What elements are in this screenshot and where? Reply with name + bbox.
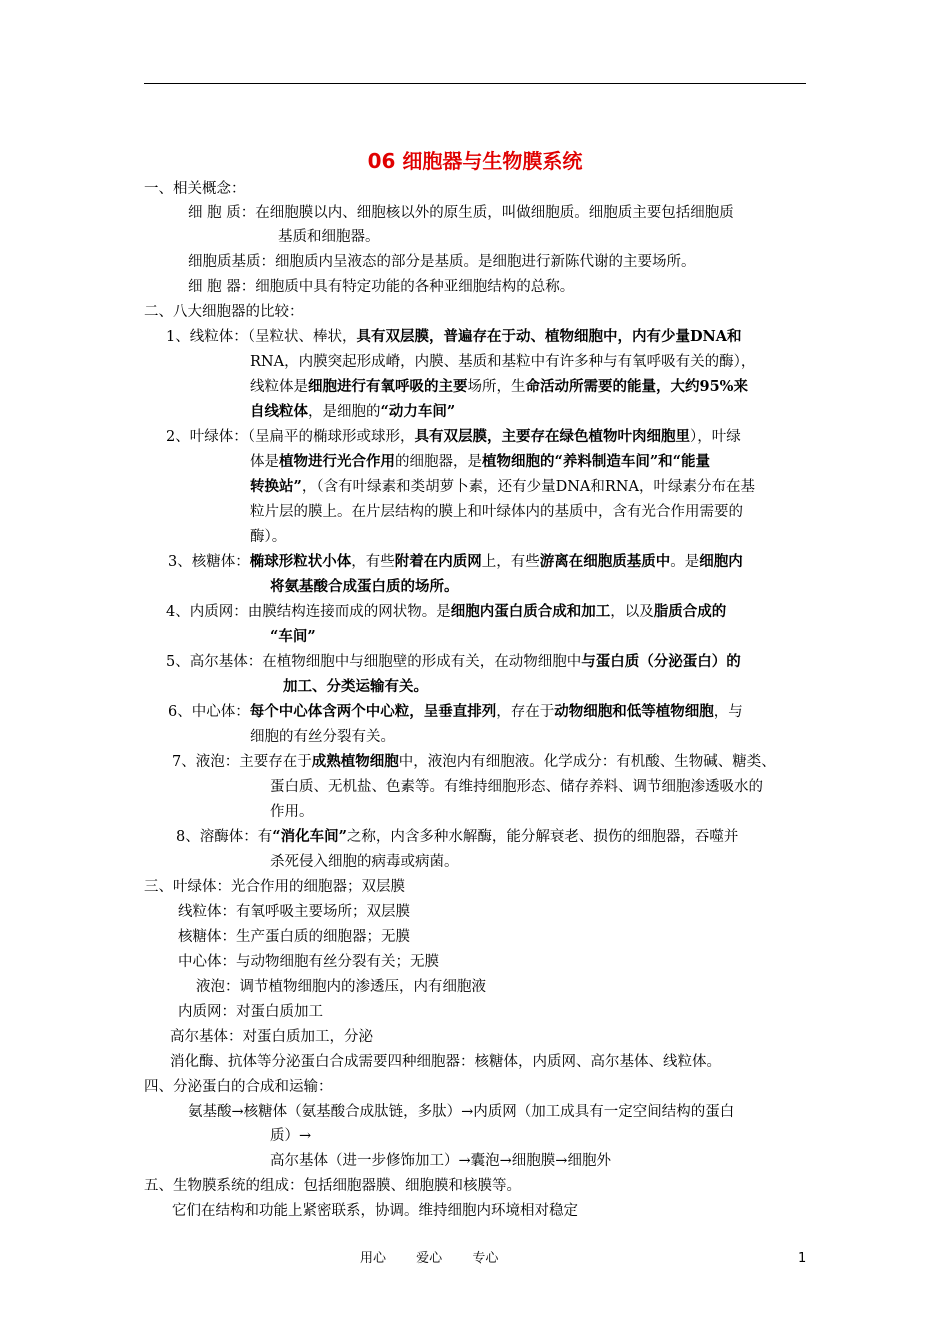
section-2-heading: 二、八大细胞器的比较： [144, 304, 304, 320]
page-number: 1 [798, 1251, 807, 1266]
chloroplast-line-3: 转换站”，（含有叶绿素和类胡萝卜素，还有少量DNA和RNA，叶绿素分布在基 [250, 478, 755, 495]
pathway-line-2: 质）→ [270, 1128, 312, 1144]
summary-mitochondria: 线粒体：有氧呼吸主要场所；双层膜 [178, 904, 410, 920]
ribosome-line-1: 3、核糖体：椭球形粒状小体，有些附着在内质网上，有些游离在细胞质基质中。是细胞内 [168, 553, 743, 570]
centrosome-line-2: 细胞的有丝分裂有关。 [250, 729, 395, 745]
lysosome-line-2: 杀死侵入细胞的病毒或病菌。 [270, 854, 459, 870]
summary-er: 内质网：对蛋白质加工 [178, 1004, 323, 1020]
vacuole-line-2: 蛋白质、无机盐、色素等。有维持细胞形态、储存养料、调节细胞渗透吸水的 [270, 779, 763, 795]
ribosome-line-2: 将氨基酸合成蛋白质的场所。 [270, 578, 459, 595]
pathway-line-3: 高尔基体（进一步修饰加工）→囊泡→细胞膜→细胞外 [270, 1153, 611, 1169]
summary-vacuole: 液泡：调节植物细胞内的渗透压，内有细胞液 [196, 979, 486, 995]
section-5-heading: 五、生物膜系统的组成：包括细胞器膜、细胞膜和核膜等。 [144, 1178, 521, 1194]
vacuole-line-3: 作用。 [270, 804, 314, 820]
summary-secretory-note: 消化酶、抗体等分泌蛋白合成需要四种细胞器：核糖体，内质网、高尔基体、线粒体。 [170, 1054, 721, 1070]
footer-text-2: 爱心 [416, 1251, 443, 1266]
summary-ribosome: 核糖体：生产蛋白质的细胞器；无膜 [178, 929, 410, 945]
vacuole-line-1: 7、液泡：主要存在于成熟植物细胞中，液泡内有细胞液。化学成分：有机酸、生物碱、糖类、 [172, 753, 776, 770]
er-line-2: “车间” [270, 628, 316, 645]
organelle-definition: 细 胞 器：细胞质中具有特定功能的各种亚细胞结构的总称。 [188, 279, 575, 295]
page-title: 06 细胞器与生物膜系统 [367, 149, 583, 173]
footer-text-1: 用心 [360, 1251, 387, 1266]
mitochondria-line-2: RNA，内膜突起形成嵴，内膜、基质和基粒中有许多种与有氧呼吸有关的酶）， [250, 354, 756, 370]
section-5-text: 它们在结构和功能上紧密联系，协调。维持细胞内环境相对稳定 [172, 1203, 578, 1219]
mitochondria-line-1: 1、线粒体：（呈粒状、棒状，具有双层膜，普遍存在于动、植物细胞中，内有少量DNA和 [166, 328, 742, 345]
footer-text-3: 专心 [472, 1251, 499, 1266]
golgi-line-2: 加工、分类运输有关。 [283, 678, 428, 695]
section-4-heading: 四、分泌蛋白的合成和运输： [144, 1079, 333, 1095]
er-line-1: 4、内质网：由膜结构连接而成的网状物。是细胞内蛋白质合成和加工，以及脂质合成的 [166, 603, 727, 620]
header-rule [144, 83, 806, 84]
cytoplasm-definition-cont: 基质和细胞器。 [278, 229, 380, 245]
summary-centrosome: 中心体：与动物细胞有丝分裂有关；无膜 [178, 954, 439, 970]
matrix-definition: 细胞质基质：细胞质内呈液态的部分是基质。是细胞进行新陈代谢的主要场所。 [188, 254, 696, 270]
mitochondria-line-4: 自线粒体，是细胞的“动力车间” [250, 403, 456, 420]
section-1-heading: 一、相关概念： [144, 181, 246, 197]
centrosome-line-1: 6、中心体：每个中心体含两个中心粒，呈垂直排列，存在于动物细胞和低等植物细胞，与 [168, 703, 743, 720]
chloroplast-line-4: 粒片层的膜上。在片层结构的膜上和叶绿体内的基质中，含有光合作用需要的 [250, 504, 743, 520]
chloroplast-line-1: 2、叶绿体：（呈扁平的椭球形或球形，具有双层膜，主要存在绿色植物叶肉细胞里），叶绿 [166, 428, 741, 445]
summary-chloroplast: 三、叶绿体：光合作用的细胞器；双层膜 [144, 879, 405, 895]
pathway-line-1: 氨基酸→核糖体（氨基酸合成肽链，多肽）→内质网（加工成具有一定空间结构的蛋白 [188, 1104, 735, 1120]
mitochondria-line-3: 线粒体是细胞进行有氧呼吸的主要场所，生命活动所需要的能量，大约95%来 [250, 378, 748, 395]
chloroplast-line-2: 体是植物进行光合作用的细胞器，是植物细胞的“养料制造车间”和“能量 [250, 453, 711, 470]
summary-golgi: 高尔基体：对蛋白质加工，分泌 [170, 1029, 373, 1045]
cytoplasm-definition: 细 胞 质：在细胞膜以内、细胞核以外的原生质，叫做细胞质。细胞质主要包括细胞质 [188, 205, 734, 221]
lysosome-line-1: 8、溶酶体：有“消化车间”之称，内含多种水解酶，能分解衰老、损伤的细胞器，吞噬并 [176, 828, 739, 845]
golgi-line-1: 5、高尔基体：在植物细胞中与细胞壁的形成有关，在动物细胞中与蛋白质（分泌蛋白）的 [166, 653, 741, 670]
page-footer [360, 1249, 524, 1269]
chloroplast-line-5: 酶）。 [250, 529, 287, 545]
